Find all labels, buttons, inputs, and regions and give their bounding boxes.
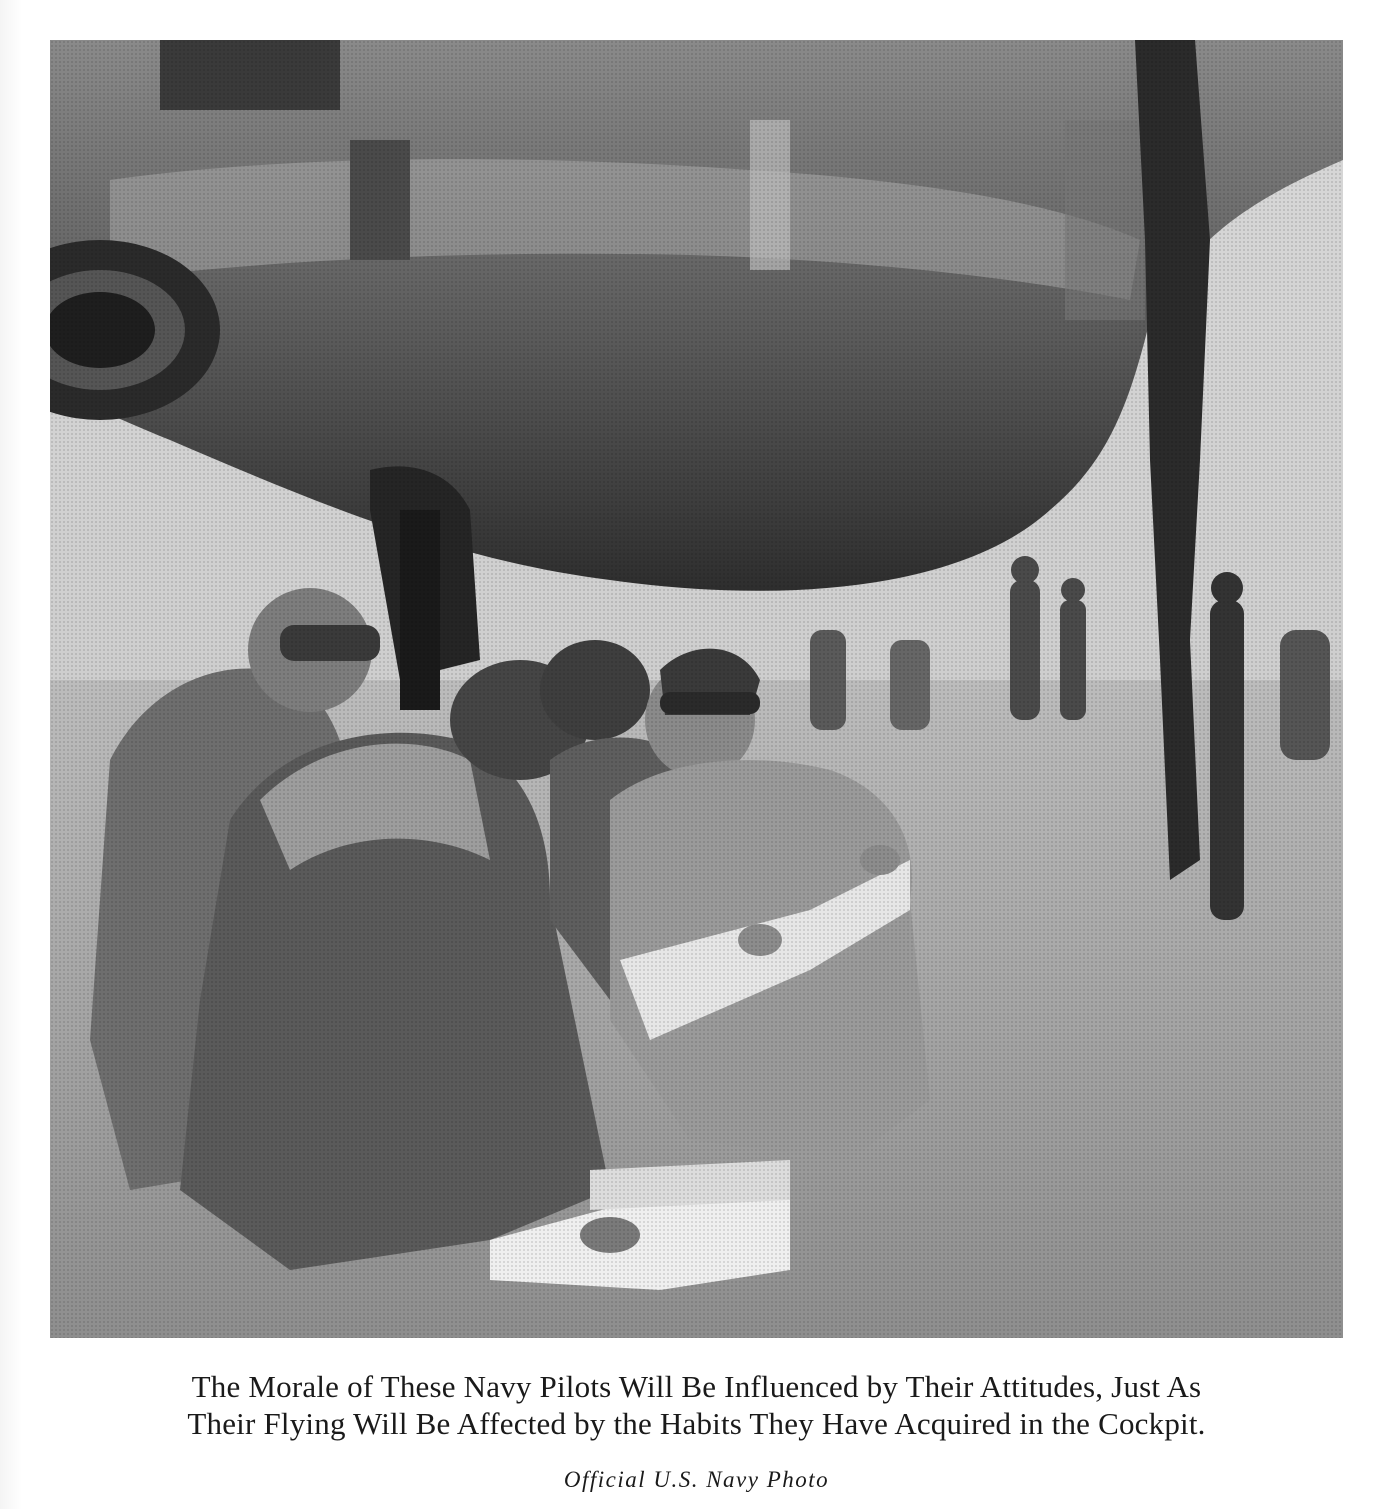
photo-caption (50, 1368, 1343, 1442)
photo-credit: Official U.S. Navy Photo (563, 1467, 830, 1492)
navy-pilots-halftone-photo-icon (50, 40, 1343, 1338)
page-edge (0, 0, 22, 1509)
navy-pilots-photo (50, 40, 1343, 1338)
caption-line-1: The Morale of These Navy Pilots Will Be Influenced by Their Attitudes, Just As (191, 1369, 1202, 1404)
caption-line-2: Their Flying Will Be Affected by the Habits They Have Acquired in the Cockpit. (187, 1406, 1206, 1441)
